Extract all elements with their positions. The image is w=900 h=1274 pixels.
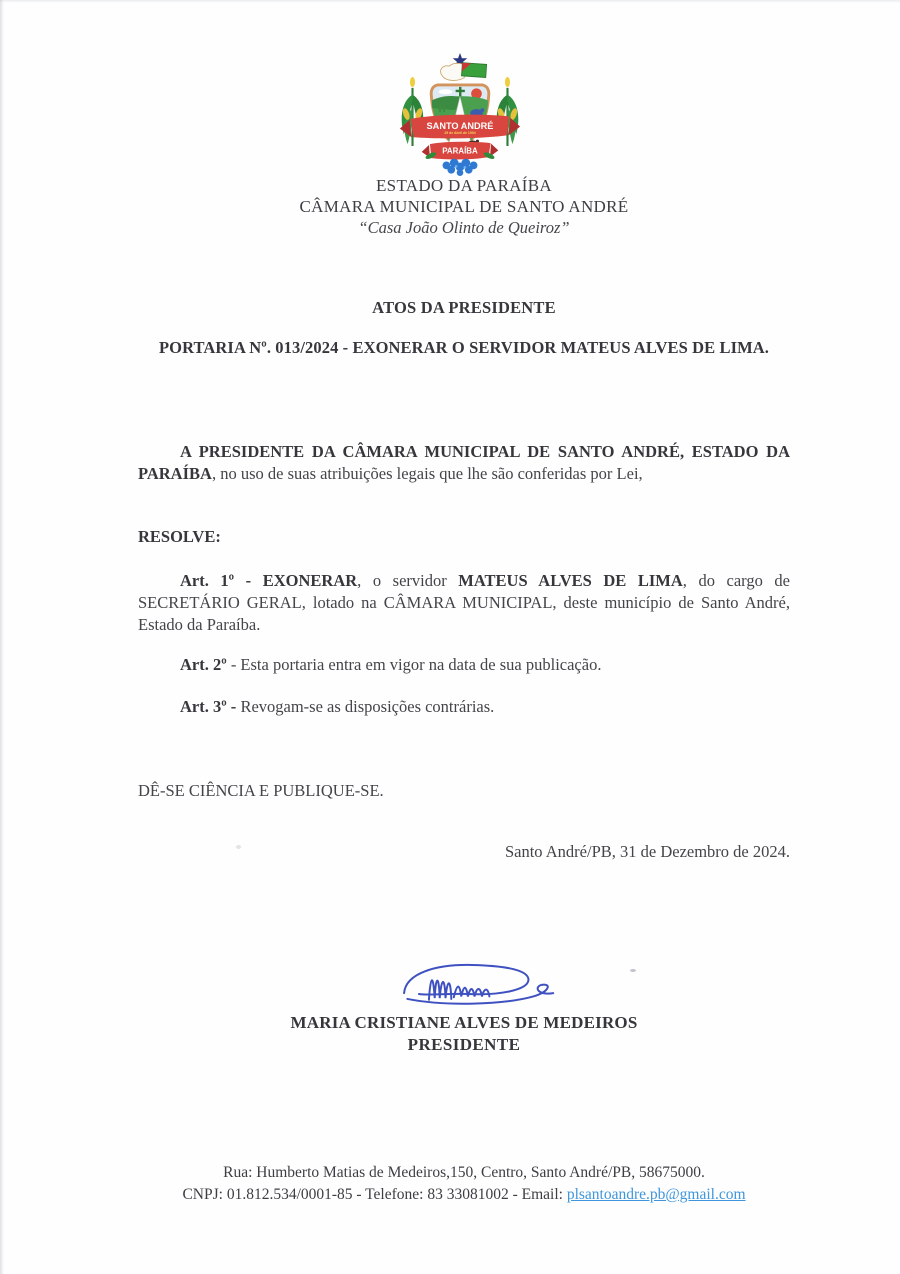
paragraph-art3	[138, 696, 790, 718]
paragraph-preamble	[138, 441, 790, 485]
crest-banner-city	[400, 115, 520, 139]
paragraph-art1	[138, 570, 790, 636]
letterhead	[138, 175, 790, 238]
signer-role: PRESIDENTE	[407, 1035, 521, 1054]
letterhead-motto: “Casa João Olinto de Queiroz”	[358, 218, 570, 237]
closing-line: DÊ-SE CIÊNCIA E PUBLIQUE-SE.	[138, 781, 384, 800]
date-line: Santo André/PB, 31 de Dezembro de 2024.	[504, 842, 790, 861]
art2-text: - Esta portaria entra em vigor na data de sua publicação.	[226, 655, 602, 674]
scan-speck	[630, 969, 636, 972]
footer-contact	[138, 1184, 790, 1206]
coat-of-arms	[385, 52, 535, 178]
footer-address: Rua: Humberto Matias de Medeiros,150, Centro, Santo André/PB, 58675000.	[223, 1164, 705, 1181]
scan-edge-artifact-top	[0, 0, 900, 3]
paragraph-art2	[138, 654, 790, 676]
art2-label: Art. 2º	[180, 655, 227, 674]
crest-city-label: SANTO ANDRÉ	[426, 121, 494, 132]
preamble-rest: , no uso de suas atribuições legais que lhe são conferidas por Lei,	[211, 464, 643, 483]
crest-founding-label: 29 de Abril de 1994	[444, 131, 476, 136]
art3-text: Revogam-se as disposições contrárias.	[236, 697, 495, 716]
art1-servant-name: MATEUS ALVES DE LIMA	[458, 571, 683, 590]
resolve-label: RESOLVE:	[138, 527, 221, 546]
acts-title: ATOS DA PRESIDENTE	[372, 298, 556, 317]
footer	[138, 1162, 790, 1206]
crest-scroll	[441, 63, 465, 80]
scan-edge-artifact	[0, 0, 4, 1274]
art3-label: Art. 3º -	[180, 697, 237, 716]
letterhead-chamber: CÂMARA MUNICIPAL DE SANTO ANDRÉ	[299, 197, 629, 216]
art1-text1: , o servidor	[357, 571, 459, 590]
scan-speck	[236, 845, 241, 849]
art1-text2: , do cargo de SECRETÁRIO GERAL, lotado na CÂMARA MUNICIPAL, deste município de Santo André, Estado da Paraíba.	[138, 571, 790, 634]
signer-name: MARIA CRISTIANE ALVES DE MEDEIROS	[290, 1013, 638, 1032]
footer-contact-text: CNPJ: 01.812.534/0001-85 - Telefone: 83 33081002 - Email:	[182, 1186, 567, 1203]
crest-cloud-icon	[439, 89, 453, 94]
crest-flag-icon	[462, 63, 487, 78]
letterhead-state: ESTADO DA PARAÍBA	[376, 176, 552, 195]
crest-state-label: PARAÍBA	[442, 146, 478, 156]
preamble-bold: A PRESIDENTE DA CÂMARA MUNICIPAL DE SANTO ANDRÉ, ESTADO DA PARAÍBA	[138, 442, 790, 483]
handwritten-signature	[372, 960, 577, 1018]
art1-label: Art. 1º - EXONERAR	[180, 571, 358, 590]
portaria-subject: PORTARIA Nº. 013/2024 - EXONERAR O SERVIDOR MATEUS ALVES DE LIMA.	[158, 338, 770, 357]
crest-flowers-icon	[443, 159, 478, 176]
email-link[interactable]: plsantoandre.pb@gmail.com	[566, 1186, 746, 1203]
